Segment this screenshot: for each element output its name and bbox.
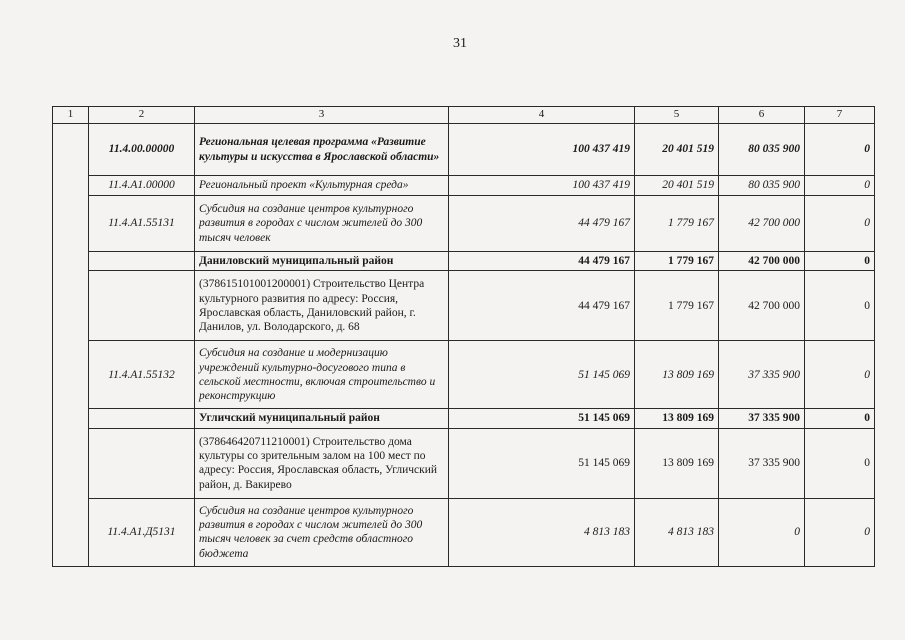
row-description: Субсидия на создание центров культурного развития в городах с числом жителей до 300 тысяч человек за счет средств областного бюджета	[195, 498, 449, 566]
row-code: 11.4.A1.Д5131	[89, 498, 195, 566]
table-row	[53, 124, 875, 176]
table-row	[53, 252, 875, 271]
col-header: 3	[195, 107, 449, 124]
row-value-7: 0	[805, 409, 875, 428]
row-value-7: 0	[805, 341, 875, 409]
col-header: 2	[89, 107, 195, 124]
row-value-5: 20 401 519	[635, 124, 719, 176]
row-value-6: 0	[719, 498, 805, 566]
table-row	[53, 428, 875, 498]
row-value-5: 1 779 167	[635, 196, 719, 252]
row-value-4: 44 479 167	[449, 196, 635, 252]
header-row	[53, 107, 875, 124]
row-code: 11.4.A1.00000	[89, 176, 195, 196]
row-value-6: 37 335 900	[719, 341, 805, 409]
table-row	[53, 498, 875, 566]
row-code: 11.4.A1.55132	[89, 341, 195, 409]
row-description: (378615101001200001) Строительство Центра культурного развития по адресу: Россия, Ярославская область, Даниловский район, г. Данилов, ул. Володарского, д. 68	[195, 271, 449, 341]
row-description: Угличский муниципальный район	[195, 409, 449, 428]
row-description: Субсидия на создание и модернизацию учреждений культурно-досугового типа в сельской местности, включая строительство и реконструкцию	[195, 341, 449, 409]
row-code	[89, 271, 195, 341]
table-row	[53, 341, 875, 409]
row-value-4: 44 479 167	[449, 271, 635, 341]
row-value-6: 42 700 000	[719, 271, 805, 341]
row-value-7: 0	[805, 176, 875, 196]
page-number: 31	[453, 36, 467, 51]
row-value-5: 13 809 169	[635, 409, 719, 428]
row-value-7: 0	[805, 124, 875, 176]
row-value-7: 0	[805, 196, 875, 252]
row-value-6: 37 335 900	[719, 409, 805, 428]
row-value-6: 80 035 900	[719, 124, 805, 176]
row-value-5: 13 809 169	[635, 428, 719, 498]
row-value-4: 4 813 183	[449, 498, 635, 566]
col1-cell	[53, 124, 89, 567]
col-header: 1	[53, 107, 89, 124]
row-value-5: 4 813 183	[635, 498, 719, 566]
row-description: Субсидия на создание центров культурного развития в городах с числом жителей до 300 тысяч человек	[195, 196, 449, 252]
col-header: 7	[805, 107, 875, 124]
row-value-7: 0	[805, 498, 875, 566]
row-value-7: 0	[805, 252, 875, 271]
row-value-7: 0	[805, 428, 875, 498]
row-code: 11.4.00.00000	[89, 124, 195, 176]
row-value-4: 100 437 419	[449, 124, 635, 176]
row-description: (378646420711210001) Строительство дома культуры со зрительным залом на 100 мест по адресу: Россия, Ярославская область, Угличский район, д. Вакирево	[195, 428, 449, 498]
col-header: 6	[719, 107, 805, 124]
table-row	[53, 196, 875, 252]
row-value-6: 37 335 900	[719, 428, 805, 498]
row-code	[89, 428, 195, 498]
row-value-4: 100 437 419	[449, 176, 635, 196]
table-row	[53, 176, 875, 196]
row-value-4: 51 145 069	[449, 428, 635, 498]
row-value-5: 13 809 169	[635, 341, 719, 409]
row-value-6: 42 700 000	[719, 252, 805, 271]
row-value-4: 51 145 069	[449, 409, 635, 428]
row-value-5: 1 779 167	[635, 271, 719, 341]
budget-table	[52, 106, 875, 567]
row-value-4: 51 145 069	[449, 341, 635, 409]
row-value-6: 42 700 000	[719, 196, 805, 252]
row-code	[89, 252, 195, 271]
row-code: 11.4.A1.55131	[89, 196, 195, 252]
row-code	[89, 409, 195, 428]
table-row	[53, 271, 875, 341]
row-value-5: 1 779 167	[635, 252, 719, 271]
row-description: Даниловский муниципальный район	[195, 252, 449, 271]
col-header: 5	[635, 107, 719, 124]
row-description: Региональная целевая программа «Развитие культуры и искусства в Ярославской области»	[195, 124, 449, 176]
row-value-7: 0	[805, 271, 875, 341]
row-description: Региональный проект «Культурная среда»	[195, 176, 449, 196]
col-header: 4	[449, 107, 635, 124]
table-row	[53, 409, 875, 428]
row-value-5: 20 401 519	[635, 176, 719, 196]
row-value-4: 44 479 167	[449, 252, 635, 271]
row-value-6: 80 035 900	[719, 176, 805, 196]
